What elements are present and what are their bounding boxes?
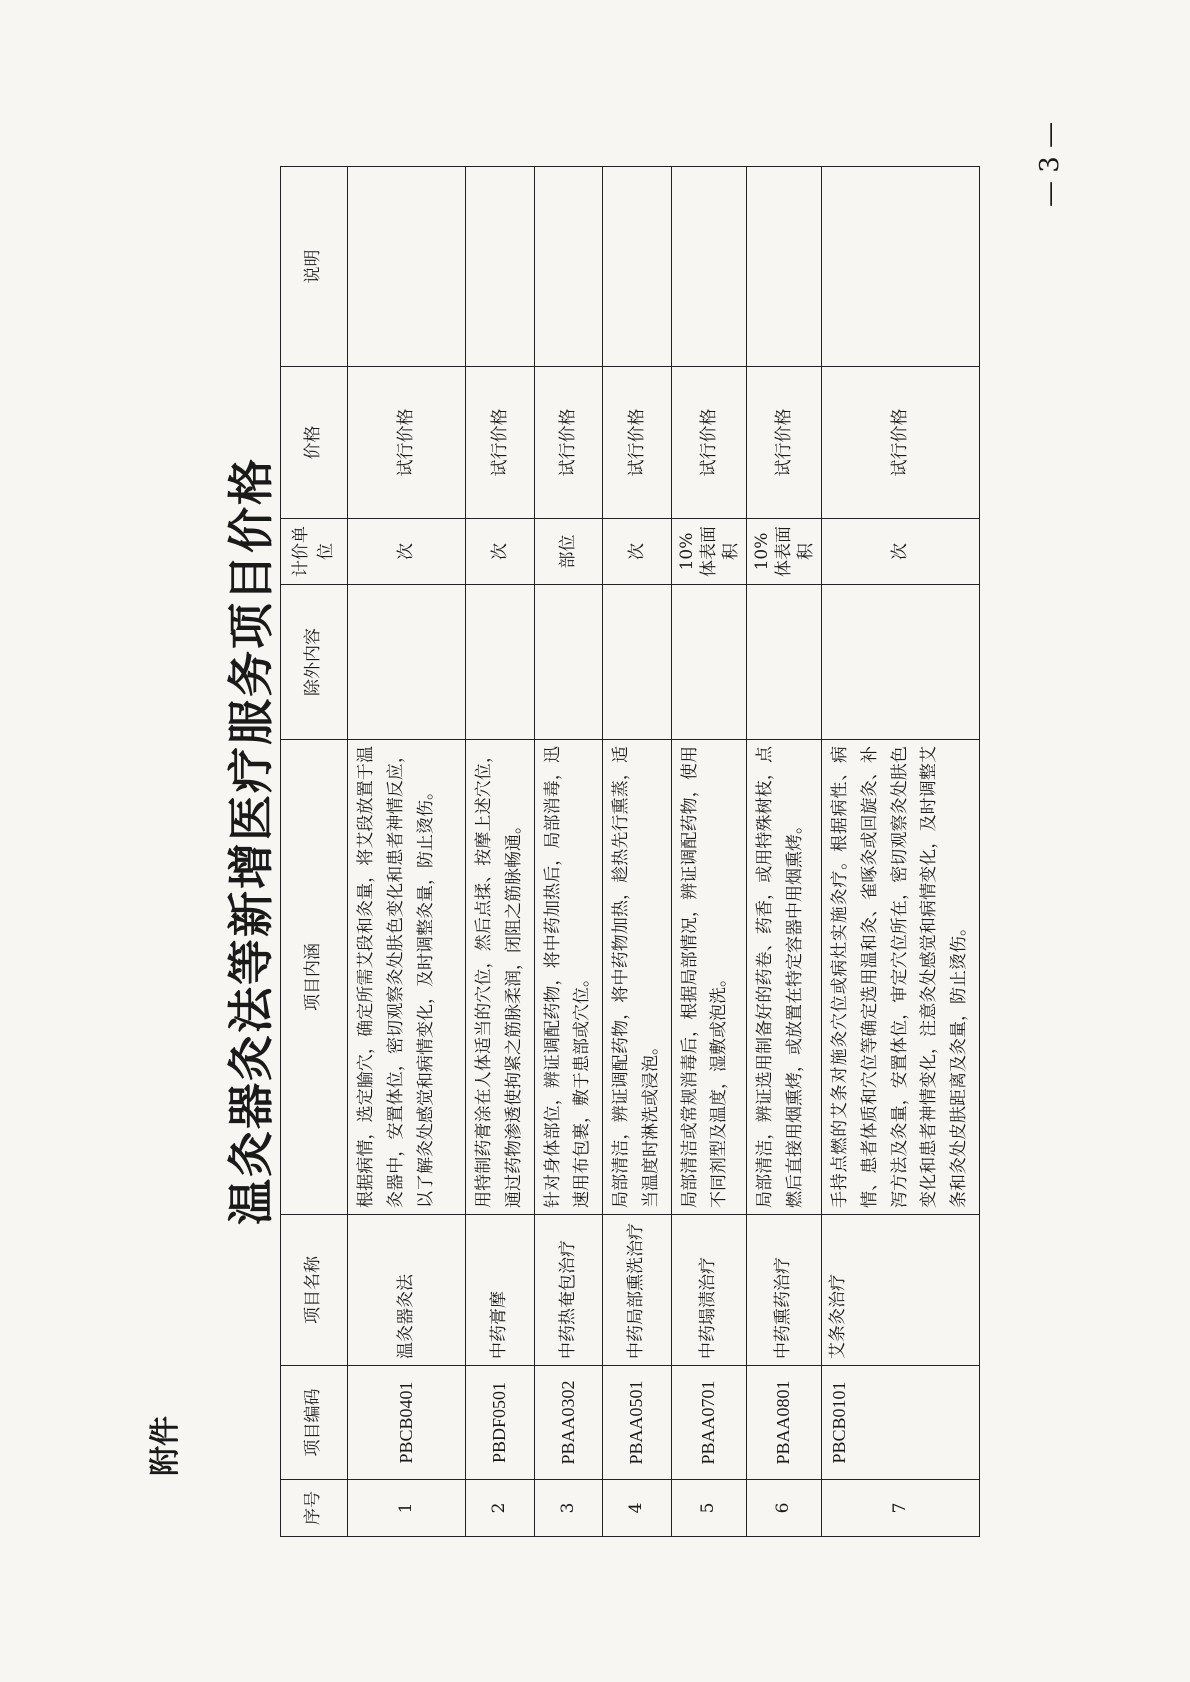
row-code: PBDF0501 <box>466 1366 535 1480</box>
row-seq: 7 <box>822 1480 980 1537</box>
row-exclude <box>348 585 466 740</box>
row-seq: 3 <box>534 1480 603 1537</box>
row-content: 局部清洁，辨证调配药物，将中药物加热，趁热先行熏蒸，适当温度时淋洗或浸泡。 <box>603 740 672 1215</box>
row-name: 艾条灸治疗 <box>822 1215 980 1366</box>
table-row <box>603 167 672 1537</box>
row-name: 中药塌渍治疗 <box>671 1215 746 1366</box>
row-exclude <box>746 585 821 740</box>
row-unit: 次 <box>822 519 980 585</box>
row-exclude <box>534 585 603 740</box>
row-exclude <box>466 585 535 740</box>
header-note: 说明 <box>281 167 348 367</box>
row-note <box>534 167 603 367</box>
row-price: 试行价格 <box>348 367 466 519</box>
row-price: 试行价格 <box>603 367 672 519</box>
row-name: 温灸器灸法 <box>348 1215 466 1366</box>
row-price: 试行价格 <box>671 367 746 519</box>
table-row <box>822 167 980 1537</box>
header-exclude: 除外内容 <box>281 585 348 740</box>
row-note <box>348 167 466 367</box>
row-code: PBCB0401 <box>348 1366 466 1480</box>
header-content: 项目内涵 <box>281 740 348 1215</box>
row-unit: 部位 <box>534 519 603 585</box>
header-code: 项目编码 <box>281 1366 348 1480</box>
table-row <box>466 167 535 1537</box>
header-name: 项目名称 <box>281 1215 348 1366</box>
row-name: 中药膏摩 <box>466 1215 535 1366</box>
row-content: 针对身体部位，辨证调配药物，将中药加热后，局部消毒，迅速用布包裹，敷于患部或穴位。 <box>534 740 603 1215</box>
row-seq: 4 <box>603 1480 672 1537</box>
row-note <box>822 167 980 367</box>
table-row <box>746 167 821 1537</box>
row-unit: 10%体表面积 <box>671 519 746 585</box>
row-unit: 次 <box>348 519 466 585</box>
row-content: 用特制药膏涂在人体适当的穴位，然后点揉、按摩上述穴位，通过药物渗透使拘紧之筋脉柔润，闭阻之筋脉畅通。 <box>466 740 535 1215</box>
row-code: PBCB0101 <box>822 1366 980 1480</box>
table-row <box>534 167 603 1537</box>
document-title: 温灸器灸法等新增医疗服务项目价格 <box>224 457 278 1225</box>
row-content: 根据病情，选定腧穴，确定所需艾段和灸量，将艾段放置于温灸器中，安置体位，密切观察灸处肤色变化和患者神情反应，以了解灸处感觉和病情变化，及时调整灸量，防止烫伤。 <box>348 740 466 1215</box>
row-code: PBAA0302 <box>534 1366 603 1480</box>
row-note <box>746 167 821 367</box>
row-price: 试行价格 <box>466 367 535 519</box>
row-note <box>603 167 672 367</box>
row-seq: 5 <box>671 1480 746 1537</box>
row-content: 局部清洁或常规消毒后，根据局部情况，辨证调配药物，使用不同剂型及温度，湿敷或泡洗。 <box>671 740 746 1215</box>
table-row <box>671 167 746 1537</box>
row-unit: 次 <box>603 519 672 585</box>
table-row <box>348 167 466 1537</box>
row-note <box>671 167 746 367</box>
header-seq: 序号 <box>281 1480 348 1537</box>
row-seq: 1 <box>348 1480 466 1537</box>
row-price: 试行价格 <box>746 367 821 519</box>
row-price: 试行价格 <box>534 367 603 519</box>
row-code: PBAA0801 <box>746 1366 821 1480</box>
attachment-label: 附件 <box>148 1416 183 1476</box>
header-price: 价格 <box>281 367 348 519</box>
row-exclude <box>822 585 980 740</box>
price-table <box>280 166 980 1537</box>
row-exclude <box>671 585 746 740</box>
row-seq: 2 <box>466 1480 535 1537</box>
row-exclude <box>603 585 672 740</box>
row-unit: 次 <box>466 519 535 585</box>
row-seq: 6 <box>746 1480 821 1537</box>
row-note <box>466 167 535 367</box>
table-header-row <box>281 167 348 1537</box>
row-code: PBAA0501 <box>603 1366 672 1480</box>
row-price: 试行价格 <box>822 367 980 519</box>
row-unit: 10%体表面积 <box>746 519 821 585</box>
row-content: 手持点燃的艾条对施灸穴位或病灶实施灸疗。根据病性、病情、患者体质和穴位等确定选用温和灸、雀啄灸或回旋灸、补泻方法及灸量，安置体位，审定穴位所在，密切观察灸处肤色变化和患者神情变化，注意灸处感觉和病情变化，及时调整艾条和灸处皮肤距离及灸量，防止烫伤。 <box>822 740 980 1215</box>
page-number: — 3 — <box>1035 121 1065 207</box>
row-code: PBAA0701 <box>671 1366 746 1480</box>
row-name: 中药局部熏洗治疗 <box>603 1215 672 1366</box>
header-unit: 计价单位 <box>281 519 348 585</box>
row-name: 中药熏药治疗 <box>746 1215 821 1366</box>
row-content: 局部清洁，辨证选用制备好的药卷、药香，或用特殊树枝，点燃后直接用烟熏烤，或放置在特定容器中用烟熏烤。 <box>746 740 821 1215</box>
row-name: 中药热奄包治疗 <box>534 1215 603 1366</box>
